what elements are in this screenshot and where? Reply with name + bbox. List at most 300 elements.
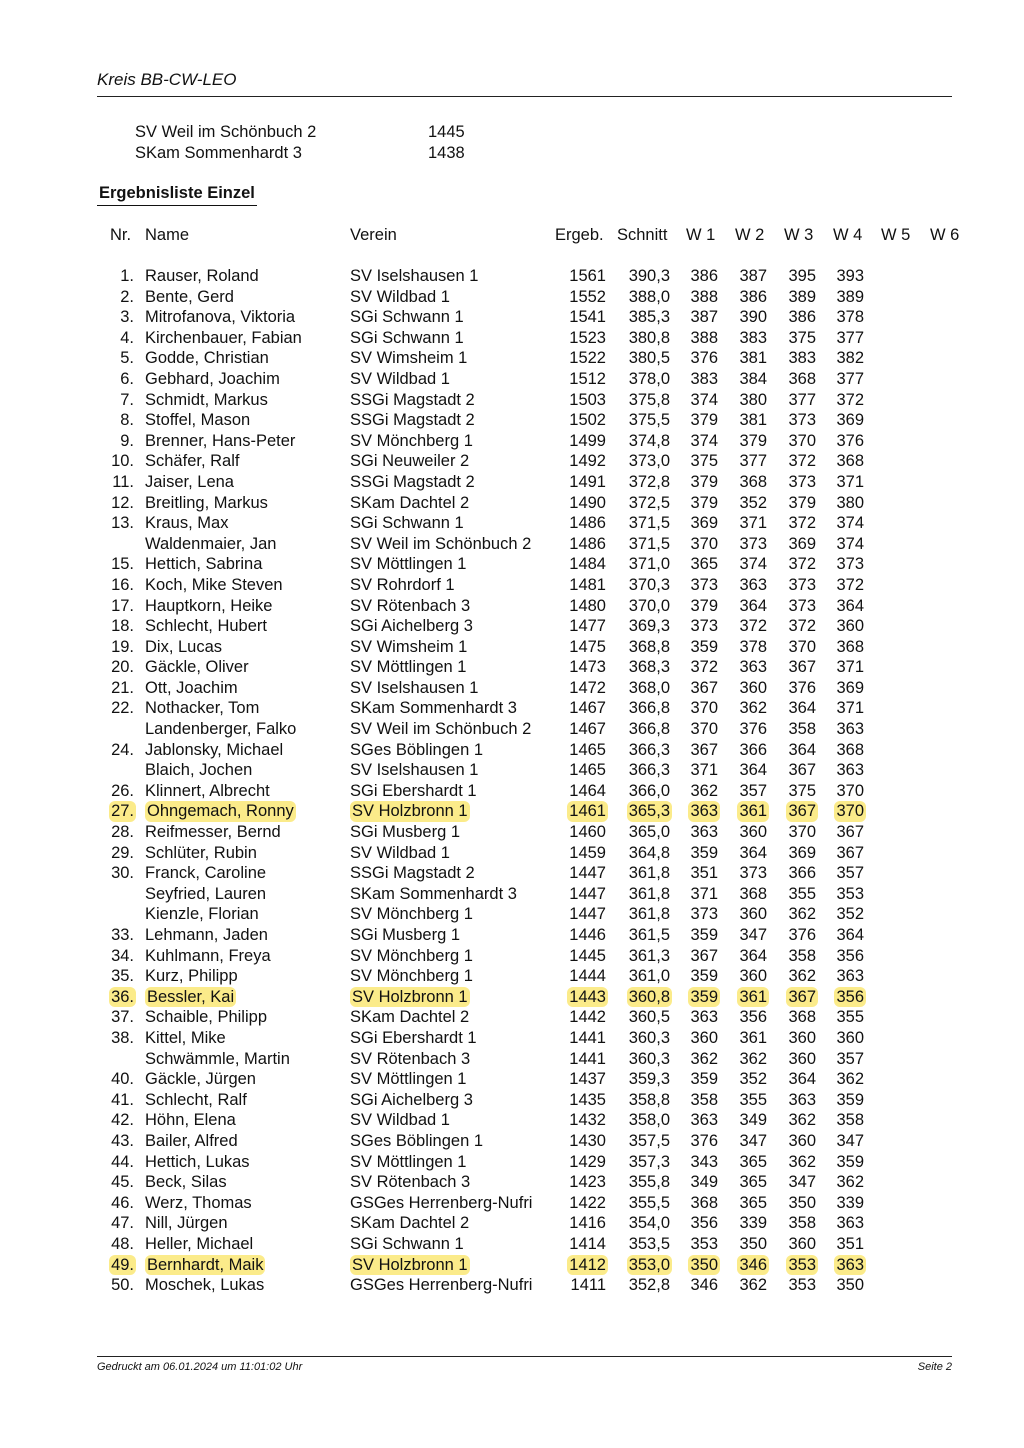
w4-cell: 363 <box>836 761 864 780</box>
result-cell: 1435 <box>569 1090 606 1109</box>
club-cell: SKam Dachtel 2 <box>350 1214 470 1233</box>
result-cell: 1465 <box>569 761 606 780</box>
column-header-schnitt: Schnitt <box>617 226 668 244</box>
result-cell: 1412 <box>569 1255 606 1274</box>
result-cell: 1447 <box>569 905 606 924</box>
name-cell: Kraus, Max <box>145 514 229 533</box>
table-row <box>0 637 1024 658</box>
result-cell: 1467 <box>569 699 606 718</box>
average-cell: 357,5 <box>628 1131 670 1150</box>
table-row <box>0 451 1024 472</box>
rank-cell: 47. <box>111 1214 134 1233</box>
result-cell: 1472 <box>569 678 606 697</box>
club-cell: SGi Musberg 1 <box>350 823 461 842</box>
w3-cell: 375 <box>788 781 816 800</box>
w1-cell: 373 <box>690 617 718 636</box>
table-row <box>0 1275 1024 1296</box>
w4-cell: 370 <box>836 802 864 821</box>
average-cell: 353,5 <box>628 1234 670 1253</box>
w4-cell: 358 <box>836 1111 864 1130</box>
club-cell: SSGi Magstadt 2 <box>350 472 475 491</box>
w4-cell: 351 <box>836 1234 864 1253</box>
name-cell: Kuhlmann, Freya <box>145 946 271 965</box>
table-row <box>0 287 1024 308</box>
team-name: SV Weil im Schönbuch 2 <box>135 123 317 141</box>
w3-cell: 370 <box>788 431 816 450</box>
w2-cell: 381 <box>739 411 767 430</box>
w2-cell: 360 <box>739 905 767 924</box>
club-cell: SKam Sommenhardt 3 <box>350 884 517 903</box>
w1-cell: 371 <box>690 761 718 780</box>
average-cell: 366,8 <box>628 720 670 739</box>
club-cell: SV Möttlingen 1 <box>350 1152 467 1171</box>
team-row <box>0 144 600 165</box>
rank-cell: 50. <box>111 1276 134 1295</box>
table-row <box>0 1213 1024 1234</box>
average-cell: 355,8 <box>628 1173 670 1192</box>
table-row <box>0 1234 1024 1255</box>
rank-cell: 43. <box>111 1131 134 1150</box>
name-cell: Hauptkorn, Heike <box>145 596 273 615</box>
rank-cell: 38. <box>111 1028 134 1047</box>
average-cell: 390,3 <box>628 267 670 285</box>
average-cell: 368,8 <box>628 637 670 656</box>
name-cell: Hettich, Sabrina <box>145 555 263 574</box>
name-cell: Brenner, Hans-Peter <box>145 431 296 450</box>
average-cell: 380,5 <box>628 349 670 368</box>
club-cell: GSGes Herrenberg-Nufri <box>350 1193 533 1212</box>
average-cell: 368,0 <box>628 678 670 697</box>
column-header-w4: W 4 <box>833 226 863 244</box>
average-cell: 364,8 <box>628 843 670 862</box>
club-cell: SV Weil im Schönbuch 2 <box>350 720 532 739</box>
w1-cell: 359 <box>690 967 718 986</box>
w2-cell: 360 <box>739 823 767 842</box>
name-cell: Kurz, Philipp <box>145 967 238 986</box>
club-cell: SV Möttlingen 1 <box>350 555 467 574</box>
w3-cell: 360 <box>788 1234 816 1253</box>
w2-cell: 362 <box>739 1049 767 1068</box>
club-cell: SSGi Magstadt 2 <box>350 411 475 430</box>
w2-cell: 384 <box>739 369 767 388</box>
result-cell: 1411 <box>570 1276 606 1295</box>
average-cell: 360,3 <box>628 1028 670 1047</box>
w1-cell: 371 <box>690 884 718 903</box>
w3-cell: 358 <box>788 720 816 739</box>
table-row <box>0 431 1024 452</box>
w4-cell: 376 <box>836 431 864 450</box>
rank-cell: 19. <box>111 637 134 656</box>
club-cell: SV Iselshausen 1 <box>350 678 479 697</box>
w4-cell: 371 <box>836 699 864 718</box>
club-cell: SV Wildbad 1 <box>350 369 450 388</box>
club-cell: SV Mönchberg 1 <box>350 905 473 924</box>
w3-cell: 376 <box>788 926 816 944</box>
name-cell: Schlüter, Rubin <box>145 843 257 862</box>
club-cell: SGi Ebershardt 1 <box>350 1028 477 1047</box>
name-cell: Blaich, Jochen <box>145 761 253 780</box>
w2-cell: 362 <box>739 699 767 718</box>
column-header-w3: W 3 <box>784 226 814 244</box>
club-cell: SV Rohrdorf 1 <box>350 575 455 594</box>
table-row <box>0 554 1024 575</box>
name-cell: Lehmann, Jaden <box>145 926 268 944</box>
table-row <box>0 1255 1024 1276</box>
rank-cell: 10. <box>111 452 134 471</box>
table-row <box>0 966 1024 987</box>
average-cell: 366,8 <box>628 699 670 718</box>
result-cell: 1502 <box>569 411 606 430</box>
table-row <box>0 1193 1024 1214</box>
w2-cell: 387 <box>739 267 767 285</box>
w3-cell: 360 <box>788 1131 816 1150</box>
w2-cell: 373 <box>739 864 767 883</box>
w4-cell: 371 <box>836 472 864 491</box>
table-row <box>0 925 1024 946</box>
w4-cell: 356 <box>836 987 864 1006</box>
rank-cell: 46. <box>111 1193 134 1212</box>
team-row <box>0 123 600 144</box>
w2-cell: 368 <box>739 884 767 903</box>
average-cell: 353,0 <box>628 1255 670 1274</box>
w1-cell: 379 <box>690 596 718 615</box>
w1-cell: 356 <box>690 1214 718 1233</box>
average-cell: 366,3 <box>628 761 670 780</box>
table-row <box>0 987 1024 1008</box>
result-cell: 1460 <box>569 823 606 842</box>
average-cell: 355,5 <box>628 1193 670 1212</box>
w2-cell: 365 <box>739 1152 767 1171</box>
w1-cell: 379 <box>690 472 718 491</box>
result-cell: 1522 <box>569 349 606 368</box>
w2-cell: 364 <box>739 843 767 862</box>
column-header-w2: W 2 <box>735 226 765 244</box>
result-cell: 1464 <box>569 781 606 800</box>
w4-cell: 364 <box>836 926 864 944</box>
result-cell: 1465 <box>569 740 606 759</box>
result-cell: 1490 <box>569 493 606 512</box>
rank-cell: 17. <box>111 596 134 615</box>
result-cell: 1477 <box>569 617 606 636</box>
w4-cell: 369 <box>836 678 864 697</box>
w3-cell: 373 <box>788 596 816 615</box>
average-cell: 370,3 <box>628 575 670 594</box>
name-cell: Schwämmle, Martin <box>145 1049 290 1068</box>
w2-cell: 357 <box>739 781 767 800</box>
w1-cell: 375 <box>690 452 718 471</box>
w3-cell: 366 <box>788 864 816 883</box>
w2-cell: 361 <box>739 802 767 821</box>
result-cell: 1416 <box>569 1214 606 1233</box>
name-cell: Jaiser, Lena <box>145 472 234 491</box>
club-cell: SV Rötenbach 3 <box>350 1049 471 1068</box>
rank-cell: 12. <box>111 493 134 512</box>
rank-cell: 26. <box>111 781 134 800</box>
w1-cell: 358 <box>690 1090 718 1109</box>
rank-cell: 20. <box>111 658 134 677</box>
club-cell: SV Iselshausen 1 <box>350 761 479 780</box>
w4-cell: 371 <box>836 658 864 677</box>
rank-cell: 22. <box>111 699 134 718</box>
table-row <box>0 904 1024 925</box>
name-cell: Gebhard, Joachim <box>145 369 280 388</box>
w1-cell: 363 <box>690 823 718 842</box>
rank-cell: 48. <box>111 1234 134 1253</box>
name-cell: Gäckle, Oliver <box>145 658 249 677</box>
w1-cell: 367 <box>690 740 718 759</box>
table-row <box>0 1049 1024 1070</box>
w2-cell: 366 <box>739 740 767 759</box>
name-cell: Heller, Michael <box>145 1234 254 1253</box>
w3-cell: 369 <box>788 534 816 553</box>
result-cell: 1475 <box>569 637 606 656</box>
w2-cell: 376 <box>739 720 767 739</box>
name-cell: Franck, Caroline <box>145 864 267 883</box>
rank-cell: 27. <box>111 802 134 821</box>
table-row <box>0 843 1024 864</box>
rank-cell: 9. <box>120 431 134 450</box>
name-cell: Reifmesser, Bernd <box>145 823 281 842</box>
w1-cell: 350 <box>690 1255 718 1274</box>
name-cell: Landenberger, Falko <box>145 720 297 739</box>
w2-cell: 386 <box>739 287 767 306</box>
club-cell: SGi Musberg 1 <box>350 926 461 944</box>
column-header-verein: Verein <box>350 226 397 244</box>
section-title: Ergebnisliste Einzel <box>99 184 255 202</box>
result-cell: 1446 <box>569 926 606 944</box>
result-cell: 1437 <box>569 1070 606 1089</box>
w3-cell: 364 <box>788 740 816 759</box>
result-cell: 1561 <box>569 267 606 285</box>
average-cell: 360,5 <box>628 1008 670 1027</box>
club-cell: SKam Sommenhardt 3 <box>350 699 517 718</box>
name-cell: Mitrofanova, Viktoria <box>145 308 296 327</box>
w3-cell: 375 <box>788 328 816 347</box>
w2-cell: 347 <box>739 926 767 944</box>
w3-cell: 370 <box>788 823 816 842</box>
w2-cell: 373 <box>739 534 767 553</box>
w3-cell: 372 <box>788 514 816 533</box>
average-cell: 366,0 <box>628 781 670 800</box>
rank-cell: 29. <box>111 843 134 862</box>
w4-cell: 363 <box>836 967 864 986</box>
rank-cell: 6. <box>120 369 134 388</box>
w4-cell: 363 <box>836 1255 864 1274</box>
w3-cell: 372 <box>788 452 816 471</box>
w4-cell: 377 <box>836 369 864 388</box>
name-cell: Schlecht, Hubert <box>145 617 267 636</box>
average-cell: 373,0 <box>628 452 670 471</box>
table-row <box>0 1007 1024 1028</box>
w2-cell: 380 <box>739 390 767 409</box>
club-cell: SV Wimsheim 1 <box>350 349 468 368</box>
w1-cell: 370 <box>690 534 718 553</box>
club-cell: SSGi Magstadt 2 <box>350 864 475 883</box>
table-row <box>0 801 1024 822</box>
result-cell: 1444 <box>569 967 606 986</box>
footer-divider <box>97 1356 952 1357</box>
rank-cell: 28. <box>111 823 134 842</box>
average-cell: 378,0 <box>628 369 670 388</box>
w1-cell: 363 <box>690 1111 718 1130</box>
rank-cell: 21. <box>111 678 134 697</box>
w4-cell: 357 <box>836 864 864 883</box>
table-row <box>0 307 1024 328</box>
w2-cell: 364 <box>739 946 767 965</box>
w2-cell: 377 <box>739 452 767 471</box>
result-cell: 1491 <box>569 472 606 491</box>
w3-cell: 358 <box>788 946 816 965</box>
average-cell: 375,8 <box>628 390 670 409</box>
w3-cell: 395 <box>788 267 816 285</box>
name-cell: Rauser, Roland <box>145 267 259 285</box>
rank-cell: 13. <box>111 514 134 533</box>
table-row <box>0 719 1024 740</box>
w4-cell: 359 <box>836 1090 864 1109</box>
w3-cell: 358 <box>788 1214 816 1233</box>
name-cell: Moschek, Lukas <box>145 1276 265 1295</box>
rank-cell: 2. <box>120 287 134 306</box>
average-cell: 372,8 <box>628 472 670 491</box>
name-cell: Gäckle, Jürgen <box>145 1070 256 1089</box>
name-cell: Waldenmaier, Jan <box>145 534 277 553</box>
club-cell: SV Weil im Schönbuch 2 <box>350 534 532 553</box>
average-cell: 361,0 <box>628 967 670 986</box>
result-cell: 1461 <box>569 802 606 821</box>
w1-cell: 359 <box>690 637 718 656</box>
result-cell: 1441 <box>569 1028 606 1047</box>
w2-cell: 379 <box>739 431 767 450</box>
rank-cell: 4. <box>120 328 134 347</box>
w4-cell: 368 <box>836 637 864 656</box>
result-cell: 1459 <box>569 843 606 862</box>
w2-cell: 368 <box>739 472 767 491</box>
w3-cell: 377 <box>788 390 816 409</box>
result-cell: 1486 <box>569 534 606 553</box>
w3-cell: 364 <box>788 1070 816 1089</box>
club-cell: SKam Dachtel 2 <box>350 493 470 512</box>
table-row <box>0 534 1024 555</box>
w3-cell: 376 <box>788 678 816 697</box>
name-cell: Bernhardt, Maik <box>147 1255 264 1274</box>
club-cell: SGi Aichelberg 3 <box>350 1090 473 1109</box>
rank-cell: 15. <box>111 555 134 574</box>
result-cell: 1445 <box>569 946 606 965</box>
rank-cell: 35. <box>111 967 134 986</box>
result-cell: 1441 <box>569 1049 606 1068</box>
w3-cell: 383 <box>788 349 816 368</box>
w4-cell: 382 <box>836 349 864 368</box>
w3-cell: 367 <box>788 987 816 1006</box>
w4-cell: 363 <box>836 720 864 739</box>
rank-cell: 1. <box>120 267 134 285</box>
table-row <box>0 513 1024 534</box>
name-cell: Kittel, Mike <box>145 1028 226 1047</box>
w3-cell: 360 <box>788 1028 816 1047</box>
w4-cell: 373 <box>836 555 864 574</box>
name-cell: Ott, Joachim <box>145 678 238 697</box>
average-cell: 380,8 <box>628 328 670 347</box>
table-row <box>0 657 1024 678</box>
club-cell: SV Wildbad 1 <box>350 287 450 306</box>
result-cell: 1467 <box>569 720 606 739</box>
name-cell: Nothacker, Tom <box>145 699 260 718</box>
table-row <box>0 1131 1024 1152</box>
name-cell: Höhn, Elena <box>145 1111 236 1130</box>
average-cell: 352,8 <box>628 1276 670 1295</box>
club-cell: SV Wimsheim 1 <box>350 637 468 656</box>
w2-cell: 372 <box>739 617 767 636</box>
club-cell: SGes Böblingen 1 <box>350 1131 484 1150</box>
average-cell: 357,3 <box>628 1152 670 1171</box>
w3-cell: 379 <box>788 493 816 512</box>
w4-cell: 374 <box>836 534 864 553</box>
w1-cell: 346 <box>690 1276 718 1295</box>
table-row <box>0 1069 1024 1090</box>
w1-cell: 363 <box>690 802 718 821</box>
average-cell: 361,8 <box>628 884 670 903</box>
w2-cell: 381 <box>739 349 767 368</box>
club-cell: SGi Neuweiler 2 <box>350 452 470 471</box>
header-divider <box>97 96 952 97</box>
club-cell: GSGes Herrenberg-Nufri <box>350 1276 533 1295</box>
club-cell: SGes Böblingen 1 <box>350 740 484 759</box>
result-cell: 1499 <box>569 431 606 450</box>
rank-cell: 16. <box>111 575 134 594</box>
w3-cell: 360 <box>788 1049 816 1068</box>
w1-cell: 351 <box>690 864 718 883</box>
average-cell: 360,3 <box>628 1049 670 1068</box>
name-cell: Koch, Mike Steven <box>145 575 283 594</box>
name-cell: Bessler, Kai <box>147 987 235 1006</box>
section-underline <box>97 205 257 206</box>
w3-cell: 372 <box>788 555 816 574</box>
rank-cell: 40. <box>111 1070 134 1089</box>
table-row <box>0 781 1024 802</box>
page-number: Seite 2 <box>917 1361 952 1373</box>
average-cell: 361,8 <box>628 905 670 924</box>
w3-cell: 369 <box>788 843 816 862</box>
w3-cell: 367 <box>788 658 816 677</box>
w1-cell: 362 <box>690 1049 718 1068</box>
rank-cell: 30. <box>111 864 134 883</box>
club-cell: SV Rötenbach 3 <box>350 596 471 615</box>
w2-cell: 363 <box>739 575 767 594</box>
w2-cell: 360 <box>739 967 767 986</box>
column-header-nr: Nr. <box>110 226 132 244</box>
table-row <box>0 1090 1024 1111</box>
w1-cell: 386 <box>690 267 718 285</box>
w4-cell: 357 <box>836 1049 864 1068</box>
average-cell: 354,0 <box>628 1214 670 1233</box>
club-cell: SGi Aichelberg 3 <box>350 617 473 636</box>
w1-cell: 365 <box>690 555 718 574</box>
club-cell: SGi Ebershardt 1 <box>350 781 477 800</box>
name-cell: Ohngemach, Ronny <box>147 802 294 821</box>
name-cell: Hettich, Lukas <box>145 1152 250 1171</box>
table-row <box>0 328 1024 349</box>
document-title: Kreis BB-CW-LEO <box>97 70 237 89</box>
table-row <box>0 616 1024 637</box>
team-score: 1445 <box>428 123 465 141</box>
rank-cell: 8. <box>120 411 134 430</box>
w3-cell: 362 <box>788 967 816 986</box>
club-cell: SV Iselshausen 1 <box>350 267 479 285</box>
table-row <box>0 678 1024 699</box>
w2-cell: 390 <box>739 308 767 327</box>
table-row <box>0 946 1024 967</box>
w1-cell: 379 <box>690 411 718 430</box>
